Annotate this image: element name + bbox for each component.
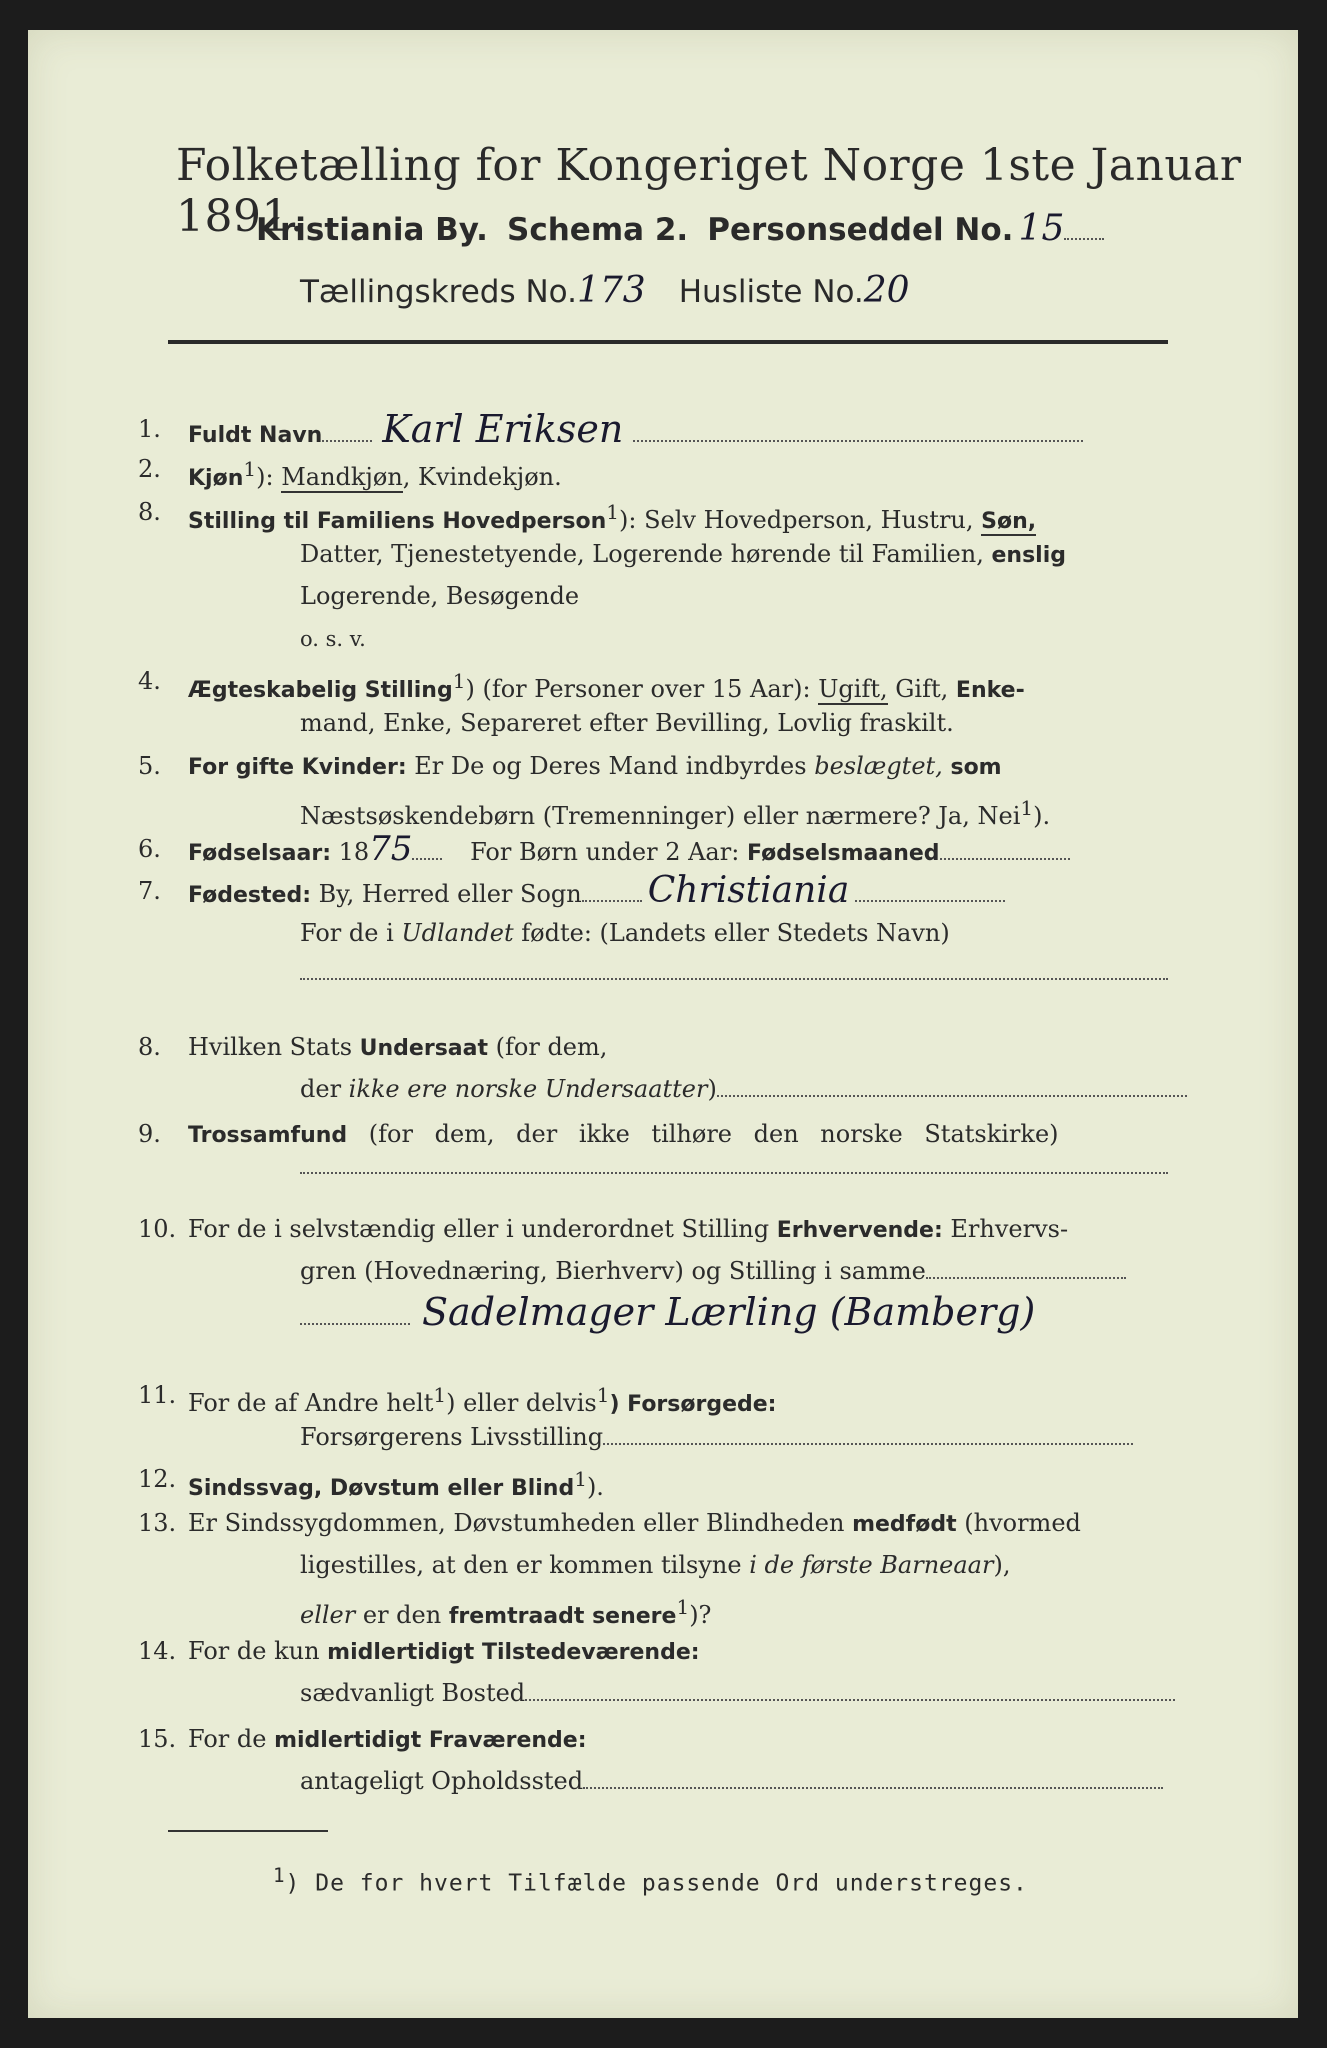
field-12-number: 12. bbox=[138, 1465, 177, 1493]
field-13-line-b bbox=[300, 1546, 1010, 1584]
sex-footnote-mark: 1 bbox=[243, 457, 257, 481]
field-3-line-c: Logerende, Besøgende bbox=[300, 582, 580, 610]
field-7-birthplace bbox=[188, 872, 1005, 915]
birth-month-label: Fødselsmaaned bbox=[746, 841, 940, 866]
married-women-label: For gifte Kvinder: bbox=[188, 755, 407, 780]
field-15-temporarily-absent bbox=[188, 1720, 587, 1760]
field-11-supported: For de af Andre helt$^1$) eller delvis$^1$) Forsørgede: bbox=[188, 1383, 777, 1417]
birth-year-label: Fødselsaar: bbox=[188, 841, 331, 866]
footnote-text: ) De for hvert Tilfælde passende Ord understreges. bbox=[285, 1870, 1028, 1897]
taellingskreds-label: Tællingskreds No. bbox=[300, 274, 577, 310]
birthplace-label: Fødested: bbox=[188, 883, 311, 908]
married-women-text: Er De og Deres Mand indbyrdes bbox=[406, 752, 815, 780]
form-title: Folketælling for Kongeriget Norge 1ste Januar 1891. bbox=[176, 140, 1242, 242]
birth-year-prefix: 18 bbox=[331, 838, 370, 866]
religion-label: Trossamfund bbox=[188, 1123, 348, 1148]
provider-occupation-label: Forsørgerens Livsstilling bbox=[300, 1423, 604, 1451]
field-10-line-b bbox=[300, 1252, 1126, 1290]
header-line-3 bbox=[300, 270, 910, 311]
field-4-marital: Ægteskabelig Stilling$^1$) (for Personer over 15 Aar): Ugift, Gift, Enke- bbox=[188, 669, 1025, 703]
schema-label: Schema 2. bbox=[507, 212, 689, 248]
cousins-end: ). bbox=[1033, 802, 1051, 830]
congenital-line-b-end: ), bbox=[993, 1551, 1011, 1579]
taellingskreds-value: 173 bbox=[576, 270, 646, 311]
present-prefix: For de kun bbox=[188, 1637, 328, 1665]
field-13-line-c: eller er den fremtraadt senere$^1$)? bbox=[300, 1595, 712, 1629]
abroad-word: Udlandet bbox=[401, 919, 514, 947]
related-word: beslægtet, bbox=[814, 752, 943, 780]
field-11-line-b bbox=[300, 1418, 1133, 1456]
field-5-married-women bbox=[188, 747, 1002, 787]
temporarily-absent-label: midlertidigt Fraværende: bbox=[274, 1728, 587, 1753]
citizenship-der: der bbox=[300, 1075, 349, 1103]
field-4-line-b: mand, Enke, Separeret efter Bevilling, Lovlig fraskilt. bbox=[300, 709, 954, 737]
field-10-occupation bbox=[188, 1210, 1068, 1250]
abroad-prefix: For de i bbox=[300, 919, 402, 947]
field-9-number: 9. bbox=[138, 1120, 161, 1148]
congenital-suffix: (hvormed bbox=[956, 1509, 1081, 1537]
citizenship-close: ) bbox=[707, 1075, 717, 1103]
birthplace-text: By, Herred eller Sogn bbox=[311, 880, 582, 908]
marital-option-ugift: Ugift, bbox=[818, 675, 888, 703]
abroad-text: fødte: (Landets eller Stedets Navn) bbox=[513, 919, 950, 947]
full-name-value: Karl Eriksen bbox=[382, 407, 624, 451]
field-8-number: 8. bbox=[138, 1033, 161, 1061]
city-label: Kristiania By. bbox=[256, 212, 488, 248]
footnote-rule bbox=[168, 1830, 328, 1832]
non-norwegian-text: ikke ere norske Undersaatter bbox=[348, 1075, 708, 1103]
header-rule bbox=[168, 340, 1168, 344]
field-3-line-d: o. s. v. bbox=[300, 627, 366, 651]
marital-option-enkemand: Enke- bbox=[948, 678, 1025, 703]
probable-residence-label: antageligt Opholdssted bbox=[300, 1767, 584, 1795]
marital-text: ) (for Personer over 15 Aar): bbox=[465, 675, 819, 703]
field-12-disability: Sindssvag, Døvstum eller Blind$^1$). bbox=[188, 1467, 604, 1501]
field-6-number: 6. bbox=[138, 835, 161, 863]
absent-prefix: For de bbox=[188, 1725, 275, 1753]
field-3-number: 8. bbox=[138, 498, 161, 526]
disability-label: Sindssvag, Døvstum eller Blind bbox=[188, 1476, 575, 1501]
later-onset-label: fremtraadt senere bbox=[448, 1604, 677, 1629]
religion-text: (for dem, der ikke tilhøre den norske Statskirke) bbox=[347, 1120, 1059, 1148]
temporarily-present-label: midlertidigt Tilstedeværende: bbox=[327, 1640, 700, 1665]
congenital-line-b-text: ligestilles, at den er kommen tilsyne bbox=[300, 1551, 750, 1579]
field-9-blank-line bbox=[300, 1172, 1168, 1174]
field-3-position: Stilling til Familiens Hovedperson$^1$): Selv Hovedperson, Hustru, Søn, bbox=[188, 500, 1037, 534]
position-option-son: Søn, bbox=[981, 509, 1037, 534]
full-name-label: Fuldt Navn bbox=[188, 423, 323, 448]
field-10-number: 10. bbox=[138, 1215, 177, 1243]
citizenship-label: Undersaat bbox=[359, 1036, 489, 1061]
field-3-line-b bbox=[300, 535, 1066, 575]
field-13-congenital bbox=[188, 1504, 1081, 1544]
under-two-label: For Børn under 2 Aar: bbox=[470, 838, 740, 866]
field-14-temporarily-present bbox=[188, 1632, 700, 1672]
field-2-number: 2. bbox=[138, 455, 161, 483]
congenital-line-c-text: er den bbox=[355, 1601, 449, 1629]
field-15-number: 15. bbox=[138, 1725, 177, 1753]
sex-option-male: Mandkjøn bbox=[281, 463, 403, 491]
som-word: som bbox=[942, 755, 1002, 780]
field-14-line-b bbox=[300, 1674, 1175, 1712]
field-7-blank-line bbox=[300, 978, 1168, 980]
citizenship-text: (for dem, bbox=[488, 1033, 608, 1061]
footnote bbox=[273, 1864, 1028, 1897]
field-8-citizenship bbox=[188, 1028, 607, 1068]
field-5-number: 5. bbox=[138, 752, 161, 780]
sex-separator: ): bbox=[256, 463, 282, 491]
field-11-number: 11. bbox=[138, 1381, 177, 1409]
disability-end: ). bbox=[586, 1473, 604, 1501]
occupation-prefix: For de i selvstændig eller i underordnet Stilling bbox=[188, 1215, 777, 1243]
marital-label: Ægteskabelig Stilling bbox=[188, 678, 453, 703]
position-option-enslig: enslig bbox=[991, 543, 1067, 568]
supported-prefix: For de af Andre helt bbox=[188, 1389, 434, 1417]
field-1-full-name bbox=[188, 407, 1083, 455]
citizenship-prefix: Hvilken Stats bbox=[188, 1033, 360, 1061]
husliste-value: 20 bbox=[863, 270, 910, 311]
occupation-suffix: Erhvervs- bbox=[942, 1215, 1069, 1243]
occupation-label: Erhvervende: bbox=[776, 1218, 943, 1243]
field-1-number: 1. bbox=[138, 415, 161, 443]
sex-label: Kjøn bbox=[188, 466, 244, 491]
husliste-label: Husliste No. bbox=[678, 274, 864, 310]
footnote-mark: 1 bbox=[273, 1864, 286, 1887]
field-5-line-b: Næstsøskendebørn (Tremenninger) eller nærmere? Ja, Nei$^1$). bbox=[300, 796, 1051, 830]
field-14-number: 14. bbox=[138, 1637, 177, 1665]
field-2-sex bbox=[188, 450, 562, 498]
cousins-text: Næstsøskendebørn (Tremenninger) eller nærmere? Ja, Nei bbox=[300, 802, 1021, 830]
field-13-number: 13. bbox=[138, 1509, 177, 1537]
field-7-line-b bbox=[300, 914, 950, 952]
birthplace-value: Christiania bbox=[647, 870, 850, 911]
congenital-prefix: Er Sindssygdommen, Døvstumheden eller Blindheden bbox=[188, 1509, 853, 1537]
supported-partly: ) eller delvis bbox=[446, 1389, 597, 1417]
field-15-line-b bbox=[300, 1762, 1163, 1800]
marital-option-gift: Gift, bbox=[887, 675, 949, 703]
birth-year-value: 75 bbox=[369, 829, 413, 869]
field-10-answer-line bbox=[300, 1290, 1168, 1350]
personseddel-label: Personseddel No. bbox=[707, 212, 1014, 248]
position-label: Stilling til Familiens Hovedperson bbox=[188, 509, 607, 534]
header-line-2 bbox=[256, 208, 1104, 249]
field-4-number: 4. bbox=[138, 667, 161, 695]
congenital-label: medfødt bbox=[852, 1512, 957, 1537]
usual-residence-label: sædvanligt Bosted bbox=[300, 1679, 526, 1707]
eller-word: eller bbox=[300, 1601, 356, 1629]
field-8-line-b bbox=[300, 1070, 1187, 1108]
occupation-value: Sadelmager Lærling (Bamberg) bbox=[422, 1290, 1036, 1334]
supported-label: ) Forsørgede: bbox=[609, 1392, 777, 1417]
position-options-b: Datter, Tjenestetyende, Logerende hørende til Familien, bbox=[300, 540, 984, 568]
field-7-number: 7. bbox=[138, 877, 161, 905]
census-form-sheet bbox=[28, 30, 1298, 2018]
position-options-a: ): Selv Hovedperson, Hustru, bbox=[618, 506, 982, 534]
occupation-branch-text: gren (Hovednæring, Bierhverv) og Stilling i samme bbox=[300, 1257, 926, 1285]
field-6-birth-year bbox=[188, 830, 1070, 873]
personseddel-value: 15 bbox=[1018, 208, 1065, 249]
first-childhood-text: i de første Barneaar bbox=[749, 1551, 994, 1579]
field-9-religion bbox=[188, 1115, 1059, 1155]
congenital-line-c-end: )? bbox=[689, 1601, 712, 1629]
sex-option-female: , Kvindekjøn. bbox=[402, 463, 562, 491]
